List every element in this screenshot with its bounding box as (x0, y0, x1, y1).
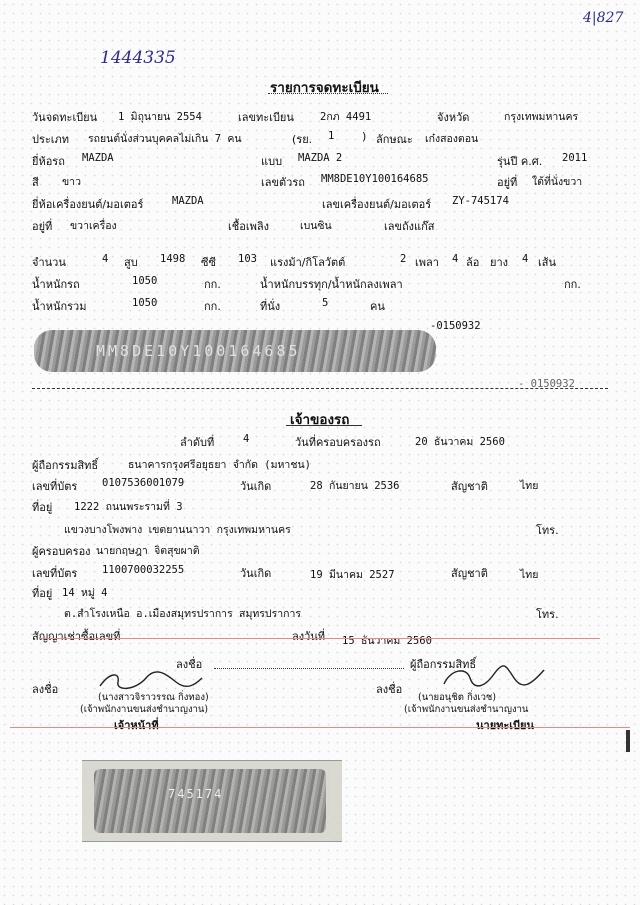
plate-label: เลขทะเบียน (238, 111, 294, 124)
possessor-birth-label: วันเกิด (240, 567, 272, 580)
edge-mark (626, 730, 630, 752)
tape-text: 745174 (168, 787, 224, 801)
fuel-value: เบนซิน (300, 220, 332, 232)
contract-date-label: ลงวันที่ (292, 630, 326, 643)
page-mark: 4|827 (583, 10, 624, 26)
total-weight-unit: กก. (204, 300, 221, 313)
seat-value: 5 (322, 297, 329, 309)
color-label: สี (32, 176, 39, 189)
model-year-label: รุ่นปี ค.ศ. (497, 155, 543, 168)
contract-label: สัญญาเช่าซื้อเลขที่ (32, 630, 121, 643)
chassis-label: เลขตัวรถ (261, 176, 305, 189)
holder-tel-label: โทร. (536, 524, 559, 537)
contract-date-value: 15 ธันวาคม 2560 (342, 635, 432, 647)
color-value: ขาว (62, 176, 81, 188)
gas-tank-label: เลขถังแก๊ส (384, 220, 435, 233)
reg-date-label: วันจดทะเบียน (32, 111, 98, 124)
engine-brand-value: MAZDA (172, 195, 204, 207)
chassis-location-label: อยู่ที่ (497, 176, 518, 189)
possessor-tel-label: โทร. (536, 608, 559, 621)
cylinder-value: 4 (102, 253, 109, 265)
total-weight-label: น้ำหนักรวม (32, 300, 87, 313)
type-value: รถยนต์นั่งส่วนบุคคลไม่เกิน 7 คน (88, 133, 242, 145)
vin-rubbing (34, 330, 436, 372)
holder-id-value: 0107536001079 (102, 477, 185, 489)
possessor-nation-value: ไทย (520, 569, 539, 581)
reg-date-value: 1 มิถุนายน 2554 (118, 111, 202, 123)
weight-label: น้ำหนักรถ (32, 278, 80, 291)
cylinder-label: จำนวน (32, 256, 66, 269)
weight-unit: กก. (204, 278, 221, 291)
possessor-label: ผู้ครอบครอง (32, 545, 91, 558)
holder-id-label: เลขที่บัตร (32, 480, 78, 493)
ry-label: (รย. (292, 133, 313, 146)
page-title: รายการจดทะเบียน (270, 80, 379, 96)
possessor-value: นายกฤษฎา จิตสุขผาติ (96, 545, 200, 557)
engine-brand-label: ยี่ห้อเครื่องยนต์/มอเตอร์ (32, 198, 144, 211)
possessor-id-label: เลขที่บัตร (32, 567, 78, 580)
tire-value: 4 (522, 253, 529, 265)
feature-value: เก๋งสองตอน (425, 133, 479, 145)
officer-sign-label: ลงชื่อ (32, 683, 59, 696)
seq-label: ลำดับที่ (180, 436, 215, 449)
model-label: แบบ (261, 155, 283, 168)
holder-address-line2: แขวงบางโพงพาง เขตยานนาวา กรุงเทพมหานคร (64, 524, 291, 536)
possessor-birth-value: 19 มีนาคม 2527 (310, 569, 395, 581)
holder-birth-value: 28 กันยายน 2536 (310, 480, 400, 492)
model-year-value: 2011 (562, 152, 588, 164)
province-label: จังหวัด (437, 111, 470, 124)
handwritten-number: 1444335 (100, 48, 176, 68)
cc-unit: ซีซี (201, 256, 216, 269)
ry-close: ) (362, 130, 367, 143)
registrar-title: (เจ้าพนักงานขนส่งชำนาญงาน (404, 704, 529, 715)
red-guide-line (40, 638, 600, 639)
title-underline (268, 93, 388, 94)
engine-no-label: เลขเครื่องยนต์/มอเตอร์ (322, 198, 432, 211)
possessor-address-line2: ต.สำโรงเหนือ อ.เมืองสมุทรปราการ สมุทรปราการ (64, 608, 302, 620)
reference-number: -0150932 (430, 320, 481, 332)
possess-date-label: วันที่ครอบครองรถ (295, 436, 381, 449)
seat-unit: คน (370, 300, 385, 313)
model-value: MAZDA 2 (298, 152, 343, 164)
officer-name: (นางสาวจิราวรรณ กิ่งทอง) (98, 692, 209, 703)
holder-sign-label: ลงชื่อ (176, 658, 203, 671)
vin-rubbing-text: MM8DE10Y100164685 (96, 342, 301, 360)
brand-value: MAZDA (82, 152, 114, 164)
holder-nation-label: สัญชาติ (451, 480, 488, 493)
officer-title: (เจ้าพนักงานขนส่งชำนาญงาน) (80, 704, 209, 715)
engine-no-value: ZY-745174 (452, 195, 509, 207)
axle-value: 2 (400, 253, 407, 265)
registrar-name: (นายอนุชิต กิ่งเวช) (418, 692, 497, 703)
hp-unit: แรงม้า/กิโลวัตต์ (270, 256, 346, 269)
total-weight-value: 1050 (132, 297, 158, 309)
cylinder-unit: สูบ (124, 256, 138, 269)
section-divider (32, 388, 608, 389)
plate-value: 2กภ 4491 (320, 111, 372, 123)
chassis-value: MM8DE10Y100164685 (321, 173, 429, 185)
possessor-address-label: ที่อยู่ (32, 587, 53, 600)
wheel-value: 4 (452, 253, 459, 265)
engine-rubbing (94, 769, 326, 833)
load-label: น้ำหนักบรรทุก/น้ำหนักลงเพลา (260, 278, 403, 291)
province-value: กรุงเทพมหานคร (504, 111, 579, 123)
officer-role: เจ้าหน้าที่ (114, 719, 159, 732)
type-label: ประเภท (32, 133, 70, 146)
possess-date-value: 20 ธันวาคม 2560 (415, 436, 505, 448)
possessor-id-value: 1100700032255 (102, 564, 185, 576)
bottom-red-line (10, 727, 630, 728)
holder-label: ผู้ถือกรรมสิทธิ์ (32, 459, 99, 472)
fuel-label: เชื้อเพลิง (228, 220, 269, 233)
holder-nation-value: ไทย (520, 480, 539, 492)
owner-heading-underline (286, 425, 362, 426)
engine-loc-value: ขวาเครื่อง (70, 220, 117, 232)
cc-value: 1498 (160, 253, 186, 265)
chassis-location-value: ใต้ที่นั่งขวา (532, 176, 583, 188)
holder-sign-title: ผู้ถือกรรมสิทธิ์ (410, 658, 477, 671)
load-unit: กก. (564, 278, 581, 291)
hp-value: 103 (238, 253, 257, 265)
registrar-signature (440, 662, 550, 692)
registrar-role: นายทะเบียน (476, 719, 535, 732)
axle-unit: เพลา (415, 256, 439, 269)
tire-label: ยาง (490, 256, 508, 269)
holder-address-label: ที่อยู่ (32, 501, 53, 514)
possessor-nation-label: สัญชาติ (451, 567, 488, 580)
brand-label: ยี่ห้อรถ (32, 155, 65, 168)
holder-sign-line (214, 668, 404, 669)
engine-loc-label: อยู่ที่ (32, 220, 53, 233)
wheel-unit: ล้อ (466, 256, 480, 269)
owner-heading: เจ้าของรถ (290, 412, 350, 428)
holder-birth-label: วันเกิด (240, 480, 272, 493)
possessor-address-value: 14 หมู่ 4 (62, 587, 108, 599)
feature-label: ลักษณะ (376, 133, 413, 146)
ry-value: 1 (328, 130, 335, 142)
right-edge-text: - 0150932 (518, 378, 575, 390)
tape-strip (82, 760, 342, 842)
seat-label: ที่นั่ง (260, 300, 281, 313)
registrar-sign-label: ลงชื่อ (376, 683, 403, 696)
weight-value: 1050 (132, 275, 158, 287)
holder-address-value: 1222 ถนนพระรามที่ 3 (74, 501, 183, 513)
seq-value: 4 (243, 433, 250, 445)
holder-value: ธนาคารกรุงศรีอยุธยา จำกัด (มหาชน) (128, 459, 311, 471)
tire-unit: เส้น (538, 256, 556, 269)
